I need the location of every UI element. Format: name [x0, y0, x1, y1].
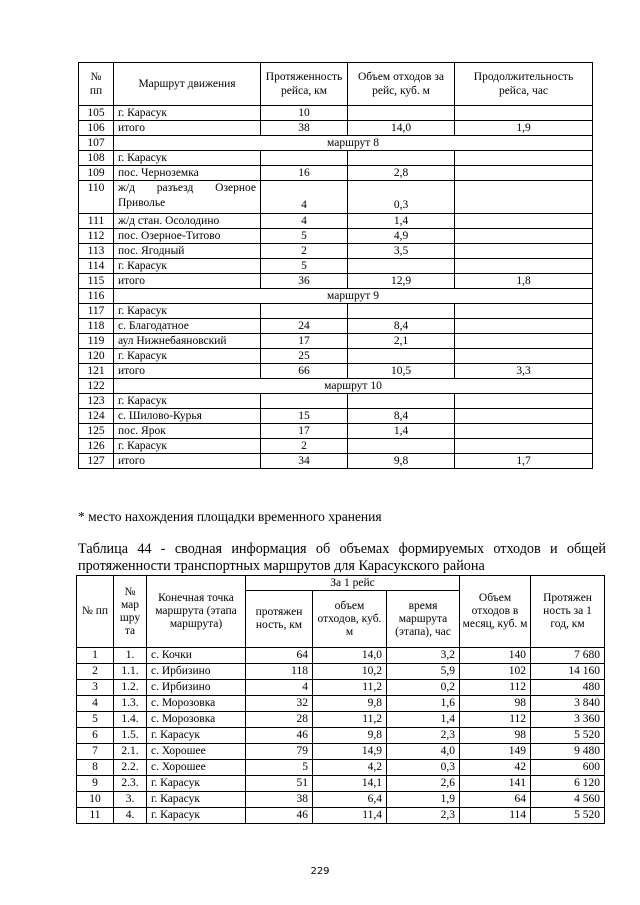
- row-number: 124: [79, 409, 114, 424]
- waste-volume: [348, 394, 455, 409]
- row-number: 9: [77, 776, 114, 792]
- waste-volume: [348, 259, 455, 274]
- trip-duration: [455, 229, 593, 244]
- table-row: [79, 259, 593, 274]
- table-row: [79, 304, 593, 319]
- waste-volume: 12,9: [348, 274, 455, 289]
- trip-duration: [455, 319, 593, 334]
- trip-duration: [455, 214, 593, 229]
- table-row: [77, 712, 605, 728]
- row-number: 10: [77, 792, 114, 808]
- table-row: [77, 792, 605, 808]
- yearly-length: 5 520: [531, 808, 605, 824]
- header-volume: Объем отходов за рейс, куб. м: [348, 63, 455, 106]
- route-time: 2,3: [387, 808, 460, 824]
- table-row: [79, 424, 593, 439]
- row-number: 2: [77, 664, 114, 680]
- table-row: [79, 181, 593, 214]
- trip-duration: [455, 334, 593, 349]
- trip-distance: 66: [261, 364, 348, 379]
- route-length: 64: [246, 648, 313, 664]
- waste-volume: 11,2: [313, 712, 387, 728]
- table-row: [79, 319, 593, 334]
- route-time: 2,3: [387, 728, 460, 744]
- header-yearly: Протяжен ность за 1 год, км: [531, 576, 605, 648]
- row-number: 11: [77, 808, 114, 824]
- table-row: [77, 728, 605, 744]
- trip-duration: [455, 181, 593, 214]
- monthly-volume: 149: [460, 744, 531, 760]
- waste-volume: 9,8: [313, 728, 387, 744]
- row-number: 5: [77, 712, 114, 728]
- header-endpoint: Конечная точка маршрута (этапа маршрута): [147, 576, 246, 648]
- route-number: 1.: [114, 648, 147, 664]
- route-point: с. Шилово-Курья: [114, 409, 261, 424]
- yearly-length: 4 560: [531, 792, 605, 808]
- endpoint: с. Ирбизино: [147, 680, 246, 696]
- waste-volume: 9,8: [348, 454, 455, 469]
- endpoint: г. Карасук: [147, 728, 246, 744]
- route-length: 4: [246, 680, 313, 696]
- trip-duration: [455, 304, 593, 319]
- trip-duration: [455, 349, 593, 364]
- table-row: [79, 244, 593, 259]
- route-point: г. Карасук: [114, 349, 261, 364]
- route-point: с. Благодатное: [114, 319, 261, 334]
- header-duration: Продолжительность рейса, час: [455, 63, 593, 106]
- route-time: 0,2: [387, 680, 460, 696]
- trip-distance: 24: [261, 319, 348, 334]
- yearly-length: 600: [531, 760, 605, 776]
- row-number: 119: [79, 334, 114, 349]
- route-length: 118: [246, 664, 313, 680]
- route-length: 28: [246, 712, 313, 728]
- waste-volume: 14,0: [348, 121, 455, 136]
- trip-duration: [455, 244, 593, 259]
- route-time: 0,3: [387, 760, 460, 776]
- trip-distance: 2: [261, 439, 348, 454]
- route-length: 46: [246, 728, 313, 744]
- trip-distance: [261, 151, 348, 166]
- table-row: [77, 808, 605, 824]
- row-number: 121: [79, 364, 114, 379]
- header-route: Маршрут движения: [114, 63, 261, 106]
- waste-volume: [348, 304, 455, 319]
- monthly-volume: 112: [460, 712, 531, 728]
- route-section-row: [79, 289, 593, 304]
- row-number: 116: [79, 289, 114, 304]
- route-time: 5,9: [387, 664, 460, 680]
- row-number: 117: [79, 304, 114, 319]
- route-number: 1.2.: [114, 680, 147, 696]
- trip-distance: 2: [261, 244, 348, 259]
- route-point: итого: [114, 364, 261, 379]
- header-time: время маршрута (этапа), час: [387, 591, 460, 648]
- header-distance: Протяженность рейса, км: [261, 63, 348, 106]
- trip-distance: 25: [261, 349, 348, 364]
- monthly-volume: 98: [460, 696, 531, 712]
- yearly-length: 5 520: [531, 728, 605, 744]
- trip-duration: [455, 394, 593, 409]
- trip-distance: [261, 304, 348, 319]
- summary-table: [76, 575, 605, 824]
- row-number: 118: [79, 319, 114, 334]
- route-point: г. Карасук: [114, 439, 261, 454]
- route-point: г. Карасук: [114, 106, 261, 121]
- footnote: * место нахождения площадки временного хранения: [78, 509, 382, 524]
- table-row: [79, 349, 593, 364]
- waste-volume: 8,4: [348, 319, 455, 334]
- page-number: 229: [310, 866, 330, 877]
- table-row: [79, 409, 593, 424]
- trip-duration: [455, 424, 593, 439]
- trip-duration: [455, 259, 593, 274]
- table-row: [79, 166, 593, 181]
- row-number: 111: [79, 214, 114, 229]
- waste-volume: 14,9: [313, 744, 387, 760]
- waste-volume: 10,5: [348, 364, 455, 379]
- endpoint: с. Хорошее: [147, 760, 246, 776]
- waste-volume: 11,4: [313, 808, 387, 824]
- route-point: итого: [114, 454, 261, 469]
- table-row: [77, 648, 605, 664]
- trip-distance: 36: [261, 274, 348, 289]
- endpoint: с. Морозовка: [147, 696, 246, 712]
- trip-duration: 3,3: [455, 364, 593, 379]
- trip-distance: 34: [261, 454, 348, 469]
- summary-header-row-1: [77, 576, 605, 591]
- trip-duration: [455, 106, 593, 121]
- route-time: 2,6: [387, 776, 460, 792]
- row-number: 3: [77, 680, 114, 696]
- table-row: [79, 334, 593, 349]
- route-section-title: маршрут 9: [114, 289, 593, 304]
- route-length: 51: [246, 776, 313, 792]
- table-row: [77, 696, 605, 712]
- row-number: 125: [79, 424, 114, 439]
- route-length: 5: [246, 760, 313, 776]
- endpoint: г. Карасук: [147, 808, 246, 824]
- route-number: 2.3.: [114, 776, 147, 792]
- row-number: 112: [79, 229, 114, 244]
- trip-duration: [455, 409, 593, 424]
- yearly-length: 3 360: [531, 712, 605, 728]
- route-point: ж/д разъезд Озерное Приволье: [114, 181, 261, 214]
- trip-duration: 1,8: [455, 274, 593, 289]
- endpoint: г. Карасук: [147, 792, 246, 808]
- row-number: 113: [79, 244, 114, 259]
- route-time: 1,4: [387, 712, 460, 728]
- monthly-volume: 64: [460, 792, 531, 808]
- monthly-volume: 112: [460, 680, 531, 696]
- route-point: пос. Ягодный: [114, 244, 261, 259]
- table-row: [79, 439, 593, 454]
- trip-distance: 38: [261, 121, 348, 136]
- header-num: № пп: [79, 63, 114, 106]
- table-row: [77, 760, 605, 776]
- waste-volume: 9,8: [313, 696, 387, 712]
- route-point: итого: [114, 274, 261, 289]
- route-section-title: маршрут 8: [114, 136, 593, 151]
- waste-volume: 0,3: [348, 181, 455, 214]
- row-number: 110: [79, 181, 114, 214]
- caption-line-2: протяженности транспортных маршрутов для Карасукского района: [78, 558, 485, 574]
- caption-line-1: Таблица 44 - сводная информация об объемах формируемых отходов и общей: [78, 541, 606, 557]
- route-number: 2.1.: [114, 744, 147, 760]
- route-time: 4,0: [387, 744, 460, 760]
- route-number: 1.3.: [114, 696, 147, 712]
- table-row: [79, 214, 593, 229]
- table-row: [79, 151, 593, 166]
- waste-volume: 4,9: [348, 229, 455, 244]
- row-number: 107: [79, 136, 114, 151]
- waste-volume: 8,4: [348, 409, 455, 424]
- route-point: пос. Озерное-Титово: [114, 229, 261, 244]
- table-row: [79, 364, 593, 379]
- row-number: 120: [79, 349, 114, 364]
- route-number: 1.1.: [114, 664, 147, 680]
- trip-duration: [455, 166, 593, 181]
- header-volume: объем отходов, куб. м: [313, 591, 387, 648]
- yearly-length: 9 480: [531, 744, 605, 760]
- route-number: 1.5.: [114, 728, 147, 744]
- waste-volume: 2,8: [348, 166, 455, 181]
- header-monthly: Объем отходов в месяц, куб. м: [460, 576, 531, 648]
- waste-volume: [348, 106, 455, 121]
- trip-distance: 5: [261, 259, 348, 274]
- trip-distance: 10: [261, 106, 348, 121]
- table-row: [77, 664, 605, 680]
- yearly-length: 3 840: [531, 696, 605, 712]
- header-length: протяжен ность, км: [246, 591, 313, 648]
- row-number: 4: [77, 696, 114, 712]
- waste-volume: 10,2: [313, 664, 387, 680]
- route-point: ж/д стан. Осолодино: [114, 214, 261, 229]
- table-row: [77, 680, 605, 696]
- monthly-volume: 114: [460, 808, 531, 824]
- row-number: 114: [79, 259, 114, 274]
- trip-distance: 17: [261, 424, 348, 439]
- waste-volume: 14,0: [313, 648, 387, 664]
- trip-distance: 17: [261, 334, 348, 349]
- header-num: № пп: [77, 576, 114, 648]
- waste-volume: 3,5: [348, 244, 455, 259]
- row-number: 105: [79, 106, 114, 121]
- monthly-volume: 140: [460, 648, 531, 664]
- trip-duration: 1,7: [455, 454, 593, 469]
- route-time: 1,6: [387, 696, 460, 712]
- table-row: [79, 106, 593, 121]
- route-length: 79: [246, 744, 313, 760]
- route-time: 1,9: [387, 792, 460, 808]
- monthly-volume: 42: [460, 760, 531, 776]
- row-number: 126: [79, 439, 114, 454]
- route-point: г. Карасук: [114, 259, 261, 274]
- route-time: 3,2: [387, 648, 460, 664]
- route-section-title: маршрут 10: [114, 379, 593, 394]
- summary-table-body: [77, 648, 605, 824]
- routes-table-header: [79, 63, 593, 106]
- row-number: 1: [77, 648, 114, 664]
- routes-table: [78, 62, 593, 469]
- route-point: г. Карасук: [114, 394, 261, 409]
- header-route-no: № мар шру та: [114, 576, 147, 648]
- row-number: 7: [77, 744, 114, 760]
- row-number: 115: [79, 274, 114, 289]
- row-number: 6: [77, 728, 114, 744]
- route-length: 38: [246, 792, 313, 808]
- row-number: 122: [79, 379, 114, 394]
- route-number: 2.2.: [114, 760, 147, 776]
- trip-distance: 4: [261, 214, 348, 229]
- waste-volume: 14,1: [313, 776, 387, 792]
- route-point: пос. Черноземка: [114, 166, 261, 181]
- endpoint: с. Кочки: [147, 648, 246, 664]
- table-row: [79, 121, 593, 136]
- endpoint: с. Ирбизино: [147, 664, 246, 680]
- monthly-volume: 102: [460, 664, 531, 680]
- table-row: [77, 744, 605, 760]
- yearly-length: 480: [531, 680, 605, 696]
- monthly-volume: 141: [460, 776, 531, 792]
- table-row: [79, 229, 593, 244]
- table-caption: [78, 541, 606, 575]
- waste-volume: 11,2: [313, 680, 387, 696]
- row-number: 127: [79, 454, 114, 469]
- trip-distance: 5: [261, 229, 348, 244]
- endpoint: с. Хорошее: [147, 744, 246, 760]
- route-point: итого: [114, 121, 261, 136]
- route-point: г. Карасук: [114, 151, 261, 166]
- row-number: 106: [79, 121, 114, 136]
- table-row: [79, 274, 593, 289]
- waste-volume: 4,2: [313, 760, 387, 776]
- trip-duration: [455, 151, 593, 166]
- waste-volume: [348, 151, 455, 166]
- table-row: [77, 776, 605, 792]
- trip-distance: [261, 394, 348, 409]
- trip-distance: 4: [261, 181, 348, 214]
- route-point: г. Карасук: [114, 304, 261, 319]
- yearly-length: 14 160: [531, 664, 605, 680]
- row-number: 123: [79, 394, 114, 409]
- header-per-trip: За 1 рейс: [246, 576, 460, 591]
- waste-volume: [348, 349, 455, 364]
- yearly-length: 7 680: [531, 648, 605, 664]
- route-number: 1.4.: [114, 712, 147, 728]
- trip-distance: 15: [261, 409, 348, 424]
- row-number: 109: [79, 166, 114, 181]
- route-section-row: [79, 379, 593, 394]
- route-length: 46: [246, 808, 313, 824]
- route-section-row: [79, 136, 593, 151]
- endpoint: г. Карасук: [147, 776, 246, 792]
- row-number: 8: [77, 760, 114, 776]
- waste-volume: 6,4: [313, 792, 387, 808]
- trip-distance: 16: [261, 166, 348, 181]
- trip-duration: 1,9: [455, 121, 593, 136]
- waste-volume: 1,4: [348, 214, 455, 229]
- route-point: пос. Ярок: [114, 424, 261, 439]
- table-row: [79, 394, 593, 409]
- waste-volume: 2,1: [348, 334, 455, 349]
- table-row: [79, 454, 593, 469]
- route-number: 4.: [114, 808, 147, 824]
- endpoint: с. Морозовка: [147, 712, 246, 728]
- yearly-length: 6 120: [531, 776, 605, 792]
- route-number: 3.: [114, 792, 147, 808]
- monthly-volume: 98: [460, 728, 531, 744]
- waste-volume: [348, 439, 455, 454]
- waste-volume: 1,4: [348, 424, 455, 439]
- routes-table-body: [79, 106, 593, 469]
- row-number: 108: [79, 151, 114, 166]
- trip-duration: [455, 439, 593, 454]
- route-point: аул Нижнебаяновский: [114, 334, 261, 349]
- route-length: 32: [246, 696, 313, 712]
